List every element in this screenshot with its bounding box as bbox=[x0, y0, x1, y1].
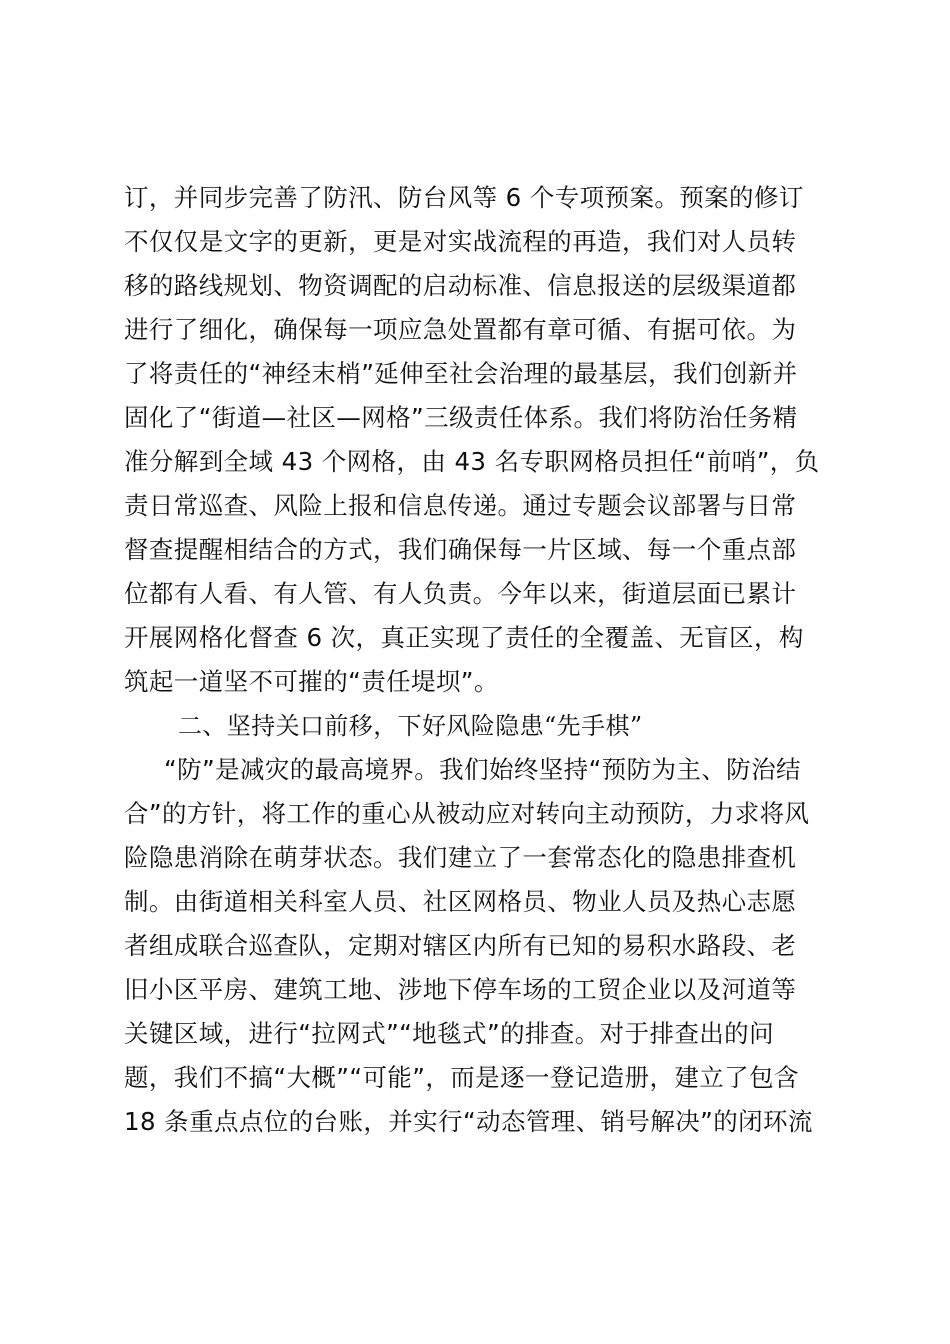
body-text-line: 移的路线规划、物资调配的启动标准、信息报送的层级渠道都 bbox=[124, 271, 797, 300]
body-text-line: 题，我们不搞“大概”“可能”，而是逐一登记造册，建立了包含 bbox=[124, 1063, 799, 1092]
body-text-line: 位都有人看、有人管、有人负责。今年以来，街道层面已累计 bbox=[124, 579, 797, 608]
body-text-line: 关键区域，进行“拉网式”“地毯式”的排查。对于排查出的问 bbox=[124, 1019, 774, 1048]
section-heading: 二、坚持关口前移，下好风险隐患“先手棋” bbox=[178, 712, 643, 740]
body-text-line: “防”是减灾的最高境界。我们始终坚持“预防为主、防治结 bbox=[164, 755, 801, 784]
body-text-line: 不仅仅是文字的更新，更是对实战流程的再造，我们对人员转 bbox=[124, 227, 797, 256]
body-text-line: 订，并同步完善了防汛、防台风等 6 个专项预案。预案的修订 bbox=[124, 183, 804, 212]
body-text-line: 旧小区平房、建筑工地、涉地下停车场的工贸企业以及河道等 bbox=[124, 975, 797, 1004]
body-text-line: 准分解到全域 43 个网格，由 43 名专职网格员担任“前哨”，负 bbox=[124, 447, 820, 476]
body-text-line: 险隐患消除在萌芽状态。我们建立了一套常态化的隐患排查机 bbox=[124, 843, 797, 872]
body-text-line: 筑起一道坚不可摧的“责任堤坝”。 bbox=[124, 667, 499, 696]
body-text-line: 开展网格化督查 6 次，真正实现了责任的全覆盖、无盲区，构 bbox=[124, 623, 804, 652]
body-text-line: 者组成联合巡查队，定期对辖区内所有已知的易积水路段、老 bbox=[124, 931, 797, 960]
body-text-line: 18 条重点点位的台账，并实行“动态管理、销号解决”的闭环流 bbox=[124, 1107, 813, 1136]
body-text-line: 固化了“街道—社区—网格”三级责任体系。我们将防治任务精 bbox=[124, 403, 798, 432]
body-text-line: 进行了细化，确保每一项应急处置都有章可循、有据可依。为 bbox=[124, 315, 797, 344]
body-text-line: 制。由街道相关科室人员、社区网格员、物业人员及热心志愿 bbox=[124, 887, 797, 916]
body-text-line: 责日常巡查、风险上报和信息传递。通过专题会议部署与日常 bbox=[124, 491, 797, 520]
body-text-line: 了将责任的“神经末梢”延伸至社会治理的最基层，我们创新并 bbox=[124, 359, 798, 388]
body-text-line: 督查提醒相结合的方式，我们确保每一片区域、每一个重点部 bbox=[124, 535, 797, 564]
body-text-line: 合”的方针，将工作的重心从被动应对转向主动预防，力求将风 bbox=[124, 799, 810, 828]
